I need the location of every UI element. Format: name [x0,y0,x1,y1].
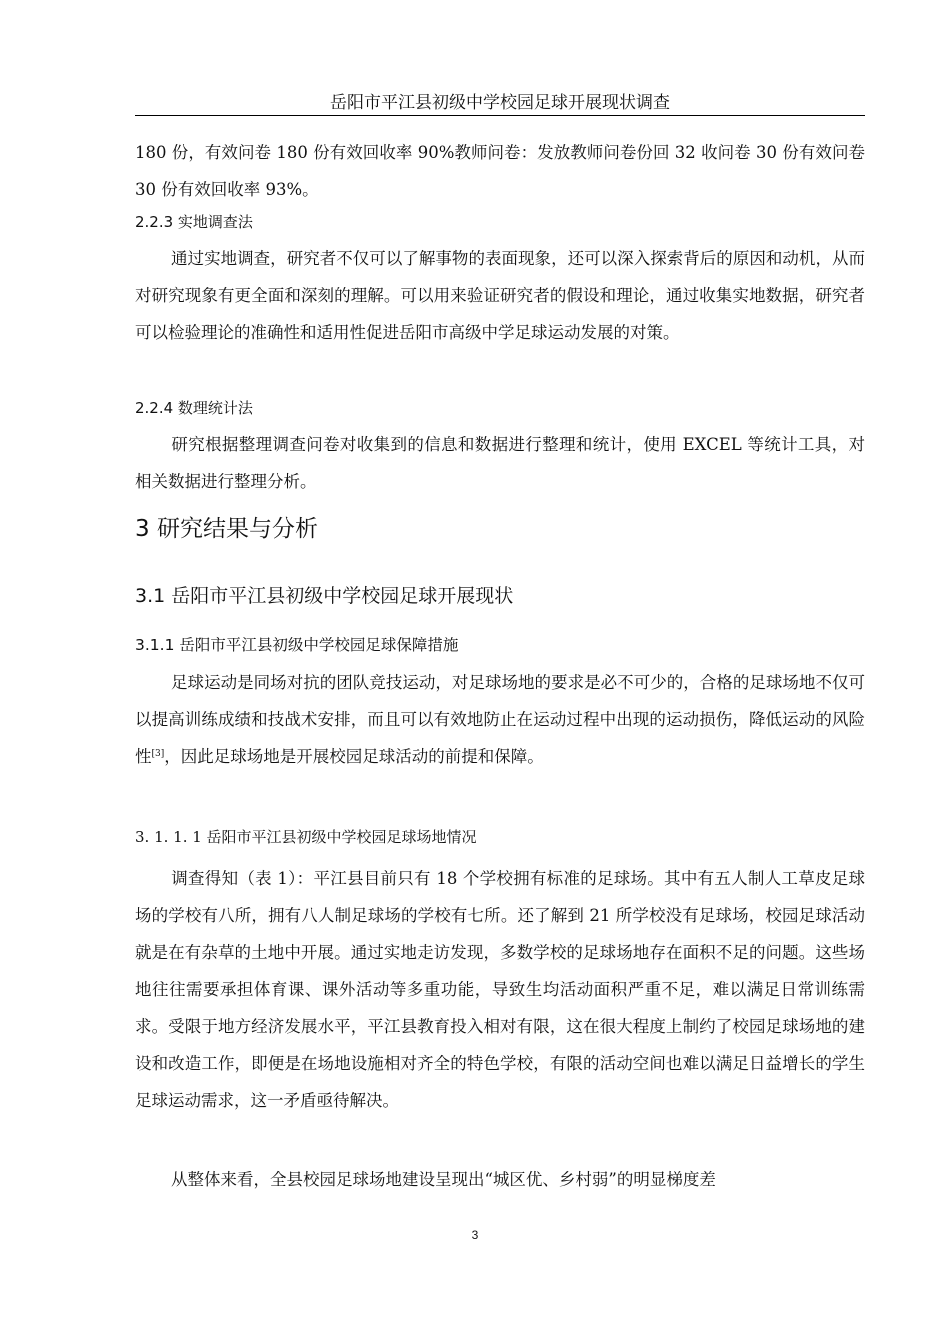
heading-2-2-3: 2.2.3 实地调查法 [135,213,253,231]
paragraph-safeguards-text-b: ，因此足球场地是开展校园足球活动的前提和保障。 [164,747,544,766]
paragraph-field-survey [135,240,865,351]
running-header: 岳阳市平江县初级中学校园足球开展现状调查 [330,93,670,113]
paragraph-overall-text: 从整体来看，全县校园足球场地建设呈现出“城区优、乡村弱”的明显梯度差 [171,1170,716,1189]
paragraph-field-conditions-text: 调查得知（表 1）：平江县目前只有 18 个学校拥有标准的足球场。其中有五人制人工草皮足球场的学校有八所，拥有八人制足球场的学校有七所。还了解到 21 所学校没有足球场，校园足球活动就是在有杂草的土地中开展。通过实地走访发现，多数学校的足球场地存在面积不足的问题。这些场地往往需要承担体育课、课外活动等多重功能，导致生均活动面积严重不足，难以满足日常训练需求。受限于地方经济发展水平，平江县教育投入相对有限，这在很大程度上制约了校园足球场地的建设和改造工作，即便是在场地设施相对齐全的特色学校，有限的活动空间也难以满足日益增长的学生足球运动需求，这一矛盾亟待解决。 [135,869,865,1110]
header-divider [135,115,865,116]
heading-3-1-1-1: 3. 1. 1. 1 岳阳市平江县初级中学校园足球场地情况 [135,828,477,846]
paragraph-statistics-text: 研究根据整理调查问卷对收集到的信息和数据进行整理和统计，使用 EXCEL 等统计工具，对相关数据进行整理分析。 [135,435,865,491]
paragraph-field-survey-text: 通过实地调查，研究者不仅可以了解事物的表面现象，还可以深入探索背后的原因和动机，从而对研究现象有更全面和深刻的理解。可以用来验证研究者的假设和理论，通过收集实地数据，研究者可以检验理论的准确性和适用性促进岳阳市高级中学足球运动发展的对策。 [135,249,865,342]
heading-3-1-1: 3.1.1 岳阳市平江县初级中学校园足球保障措施 [135,636,459,654]
paragraph-safeguards-text-a: 足球运动是同场对抗的团队竞技运动，对足球场地的要求是必不可少的，合格的足球场地不仅可以提高训练成绩和技战术安排，而且可以有效地防止在运动过程中出现的运动损伤，降低运动的风险性 [135,673,865,766]
heading-chapter-3: 3 研究结果与分析 [135,516,318,542]
paragraph-overall [135,1161,865,1198]
paragraph-statistics [135,426,865,500]
page-number: 3 [471,1228,479,1242]
heading-3-1: 3.1 岳阳市平江县初级中学校园足球开展现状 [135,585,514,607]
heading-2-2-4: 2.2.4 数理统计法 [135,399,253,417]
citation-ref: [3] [151,749,165,759]
paragraph-safeguards [135,664,865,775]
paragraph-continuation: 180 份，有效问卷 180 份有效回收率 90%教师问卷：发放教师问卷份回 32 收问卷 30 份有效问卷 30 份有效回收率 93%。 [135,143,865,199]
paragraph-field-conditions [135,860,865,1119]
